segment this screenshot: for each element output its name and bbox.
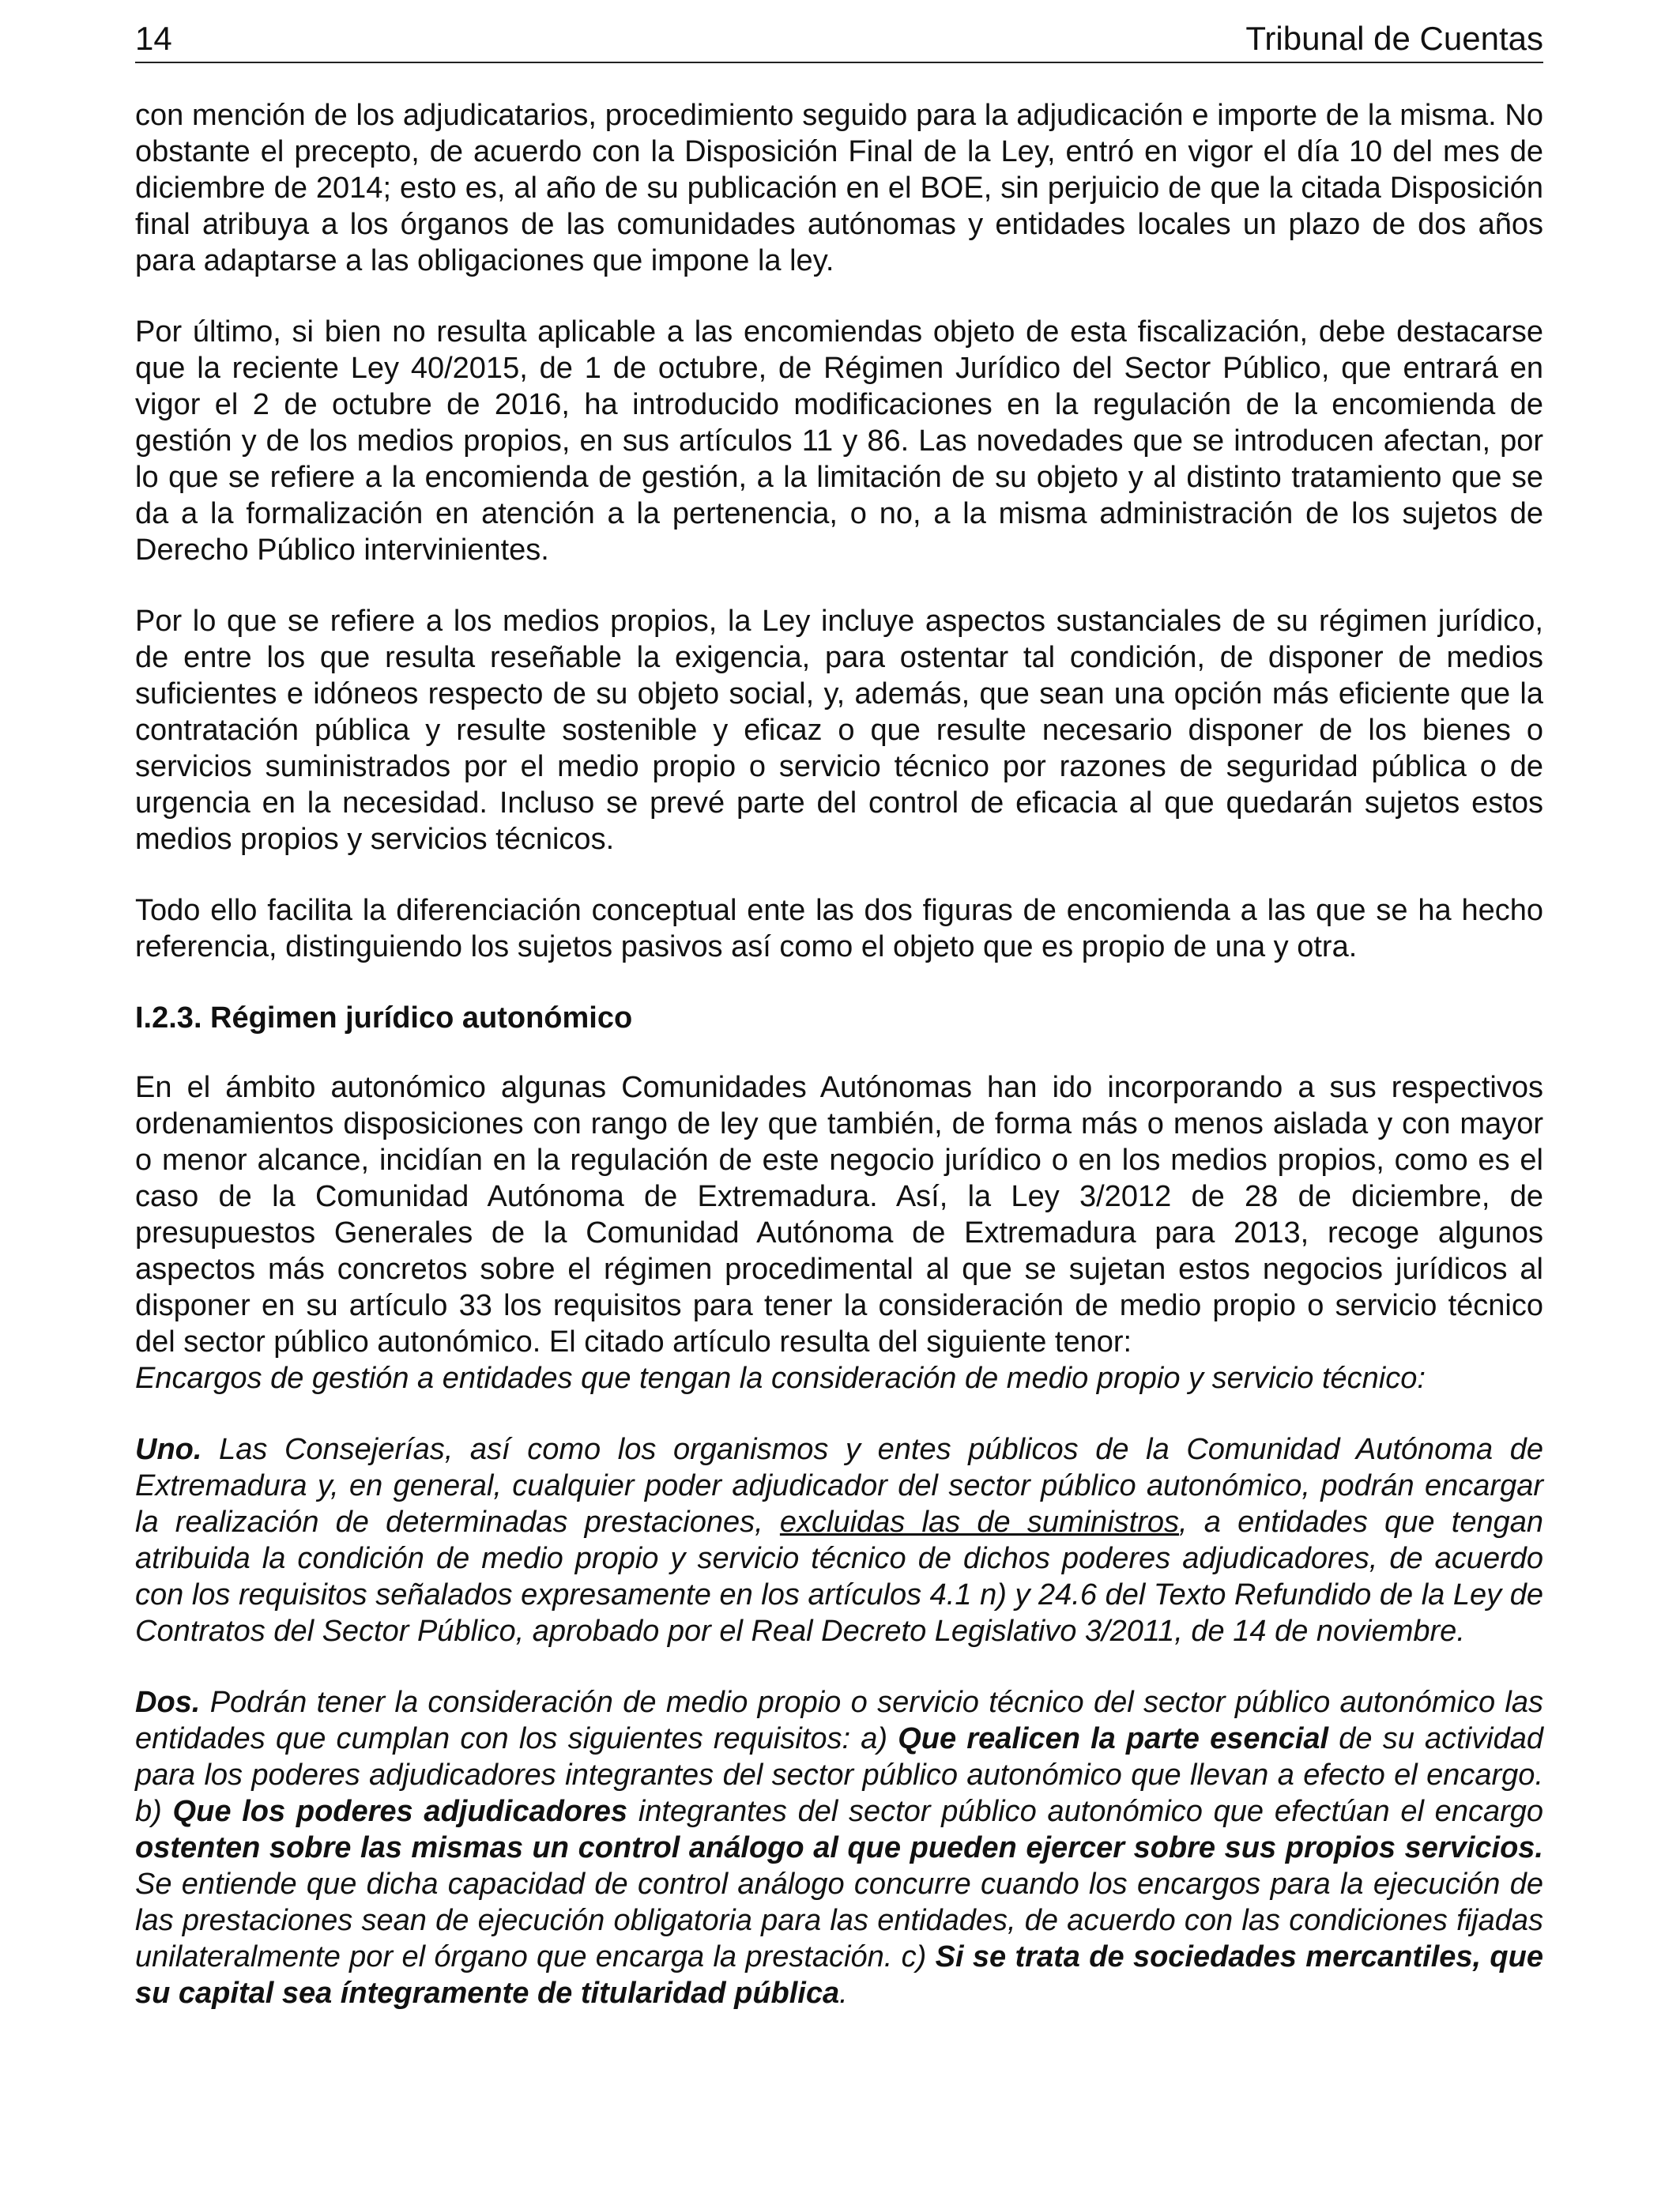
section-heading: I.2.3. Régimen jurídico autonómico [135, 1001, 633, 1035]
clause-dos [135, 1684, 1543, 2011]
clause-dos-text-4: Se entiende que dicha capacidad de control análogo concurre cuando los encargos para la ejecución de las prestaciones sean de ejecución obligatoria para las entidades, de acuerdo con las condiciones fijadas unilateralmente por el órgano que encarga la prestación. c) [135, 1868, 1543, 1973]
clause-dos-text-3: integrantes del sector público autonómico que efectúan el encargo [627, 1795, 1544, 1828]
clause-uno-label: Uno. [135, 1433, 202, 1466]
page-header [135, 16, 1543, 63]
clause-dos-bold-4: Si se trata de sociedades mercantiles, que su capital sea íntegramente de titularidad pública [135, 1940, 1543, 2010]
header-title: Tribunal de Cuentas [1245, 20, 1543, 57]
clause-dos-label: Dos. [135, 1686, 201, 1719]
clause-dos-text-1: Podrán tener la consideración de medio propio o servicio técnico del sector público autonómico las entidades que cumplan con los siguientes requisitos: a) [135, 1686, 1543, 1755]
paragraph-4: Todo ello facilita la diferenciación conceptual ente las dos figuras de encomienda a las que se ha hecho referencia, distinguiendo los sujetos pasivos así como el objeto que es propio de una y otra. [135, 894, 1543, 963]
clause-dos-bold-3: ostenten sobre las mismas un control análogo al que pueden ejercer sobre sus propios servicios. [135, 1831, 1543, 1864]
clause-uno [135, 1431, 1543, 1649]
clause-uno-text-b: , a entidades que tengan atribuida la condición de medio propio y servicio técnico de dichos poderes adjudicadores, de acuerdo con los requisitos señalados expresamente en los artículos 4.1 n) y 24.6 del Texto Refundido de la Ley de Contratos del Sector Público, aprobado por el Real Decreto Legislativo 3/2011, de 14 de noviembre. [135, 1506, 1544, 1648]
paragraph-5: En el ámbito autonómico algunas Comunidades Autónomas han ido incorporando a sus respectivos ordenamientos disposiciones con rango de ley que también, de forma más o menos aislada y con mayor o menor alcance, incidían en la regulación de este negocio jurídico o en los medios propios, como es el caso de la Comunidad Autónoma de Extremadura. Así, la Ley 3/2012 de 28 de diciembre, de presupuestos Generales de la Comunidad Autónoma de Extremadura para 2013, recoge algunos aspectos más concretos sobre el régimen procedimental al que se sujetan estos negocios jurídicos al disponer en su artículo 33 los requisitos para tener la consideración de medio propio o servicio técnico del sector público autonómico. El citado artículo resulta del siguiente tenor: [135, 1071, 1543, 1359]
clause-dos-bold-2: Que los poderes adjudicadores [172, 1795, 628, 1828]
clause-uno-underlined: excluidas las de suministros [779, 1506, 1179, 1539]
clause-uno-text-a: Las Consejerías, así como los organismos y entes públicos de la Comunidad Autónoma de Extremadura y, en general, cualquier poder adjudicador del sector público autonómico, podrán encargar la realización de determinadas prestaciones, [135, 1433, 1543, 1539]
quote-heading: Encargos de gestión a entidades que tengan la consideración de medio propio y servicio técnico: [135, 1362, 1426, 1395]
clause-dos-bold-1: Que realicen la parte esencial [898, 1722, 1329, 1755]
paragraph-2: Por último, si bien no resulta aplicable a las encomiendas objeto de esta fiscalización, debe destacarse que la reciente Ley 40/2015, de 1 de octubre, de Régimen Jurídico del Sector Público, que entrará en vigor el 2 de octubre de 2016, ha introducido modificaciones en la regulación de la encomienda de gestión y de los medios propios, en sus artículos 11 y 86. Las novedades que se introducen afectan, por lo que se refiere a la encomienda de gestión, a la limitación de su objeto y al distinto tratamiento que se da a la formalización en atención a la pertenencia, o no, a la misma administración de los sujetos de Derecho Público intervinientes. [135, 315, 1543, 567]
paragraph-3: Por lo que se refiere a los medios propios, la Ley incluye aspectos sustanciales de su régimen jurídico, de entre los que resulta reseñable la exigencia, para ostentar tal condición, de disponer de medios suficientes e idóneos respecto de su objeto social, y, además, que sean una opción más eficiente que la contratación pública y resulte sostenible y eficaz o que resulte necesario disponer de los bienes o servicios suministrados por el medio propio o servicio técnico por razones de seguridad pública o de urgencia en la necesidad. Incluso se prevé parte del control de eficacia al que quedarán sujetos estos medios propios y servicios técnicos. [135, 605, 1543, 856]
page-number: 14 [135, 20, 172, 57]
paragraph-1: con mención de los adjudicatarios, procedimiento seguido para la adjudicación e importe de la misma. No obstante el precepto, de acuerdo con la Disposición Final de la Ley, entró en vigor el día 10 del mes de diciembre de 2014; esto es, al año de su publicación en el BOE, sin perjuicio de que la citada Disposición final atribuya a los órganos de las comunidades autónomas y entidades locales un plazo de dos años para adaptarse a las obligaciones que impone la ley. [135, 99, 1543, 277]
clause-dos-text-2: de su actividad para los poderes adjudicadores integrantes del sector público autonómico que llevan a efecto el encargo. b) [135, 1722, 1543, 1828]
clause-dos-text-5: . [839, 1977, 848, 2010]
document-body [135, 97, 1543, 2046]
